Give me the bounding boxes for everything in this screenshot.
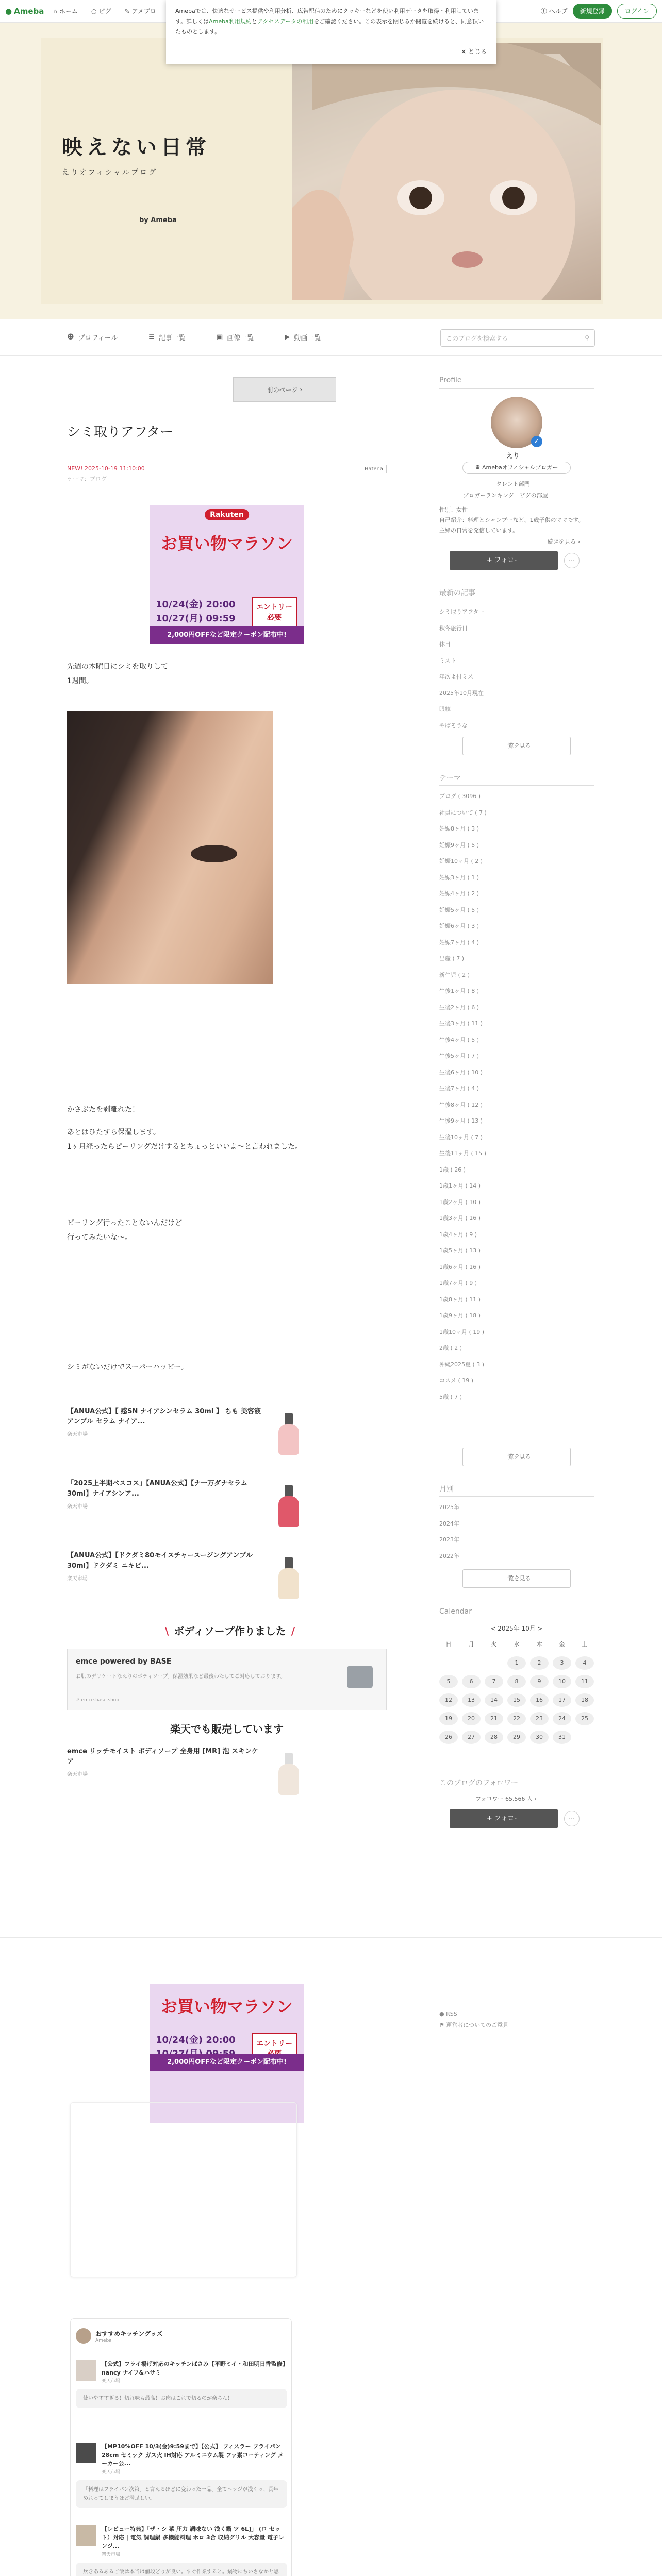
by-ameba: by Ameba xyxy=(139,216,177,224)
login-button[interactable]: ログイン xyxy=(617,4,657,19)
calendar-heading: Calendar xyxy=(439,1607,472,1616)
base-shop-card[interactable] xyxy=(67,1649,387,1710)
calendar-day xyxy=(462,1656,481,1670)
calendar-weekday: 木 xyxy=(536,1641,542,1648)
product-card[interactable] xyxy=(67,1747,309,1803)
product-card[interactable] xyxy=(67,1406,309,1463)
nav-images[interactable]: ▣ 画像一覧 xyxy=(216,333,254,342)
calendar-weekday: 月 xyxy=(468,1641,474,1648)
recent-more-button[interactable]: 一覧を見る xyxy=(462,737,571,755)
banner-main-text: お買い物マラソン xyxy=(160,1997,293,2016)
blog-subtitle: えりオフィシャルブログ xyxy=(62,168,158,177)
calendar-day[interactable]: 31 xyxy=(553,1731,571,1744)
kitchen-item-thumb xyxy=(76,2443,96,2463)
calendar-weekday: 日 xyxy=(445,1641,452,1648)
calendar-day[interactable]: 6 xyxy=(462,1675,481,1688)
list-item[interactable]: シミ取りアフター xyxy=(439,608,485,615)
theme-item[interactable]: 社員について ( 7 ) xyxy=(439,809,487,816)
nav-profile[interactable]: ☻ プロフィール xyxy=(67,333,118,342)
theme-item[interactable]: 2歳 ( 2 ) xyxy=(439,1345,462,1351)
prev-page-button[interactable]: 前のページ › xyxy=(233,377,336,402)
bottle-cap xyxy=(285,1557,293,1569)
bottle-shape xyxy=(278,1568,299,1599)
theme-item[interactable]: 1歳 ( 26 ) xyxy=(439,1166,466,1173)
crown-icon: ♛ xyxy=(475,464,481,471)
help-icon: ⓘ xyxy=(540,8,547,15)
article-theme[interactable]: テーマ：ブログ xyxy=(67,475,107,482)
list-item[interactable]: やばそうな xyxy=(439,722,468,729)
pigg-icon: ○ xyxy=(91,7,97,15)
base-desc: お肌のデリケートなえりのボディソープ。保湿効果など最後わたしてご対応しております。 xyxy=(76,1674,286,1680)
calendar-day[interactable]: 13 xyxy=(462,1693,481,1707)
top-right-actions xyxy=(541,4,657,19)
kitchen-item-thumb xyxy=(76,2525,96,2546)
calendar-day[interactable]: 3 xyxy=(553,1656,571,1670)
calendar-day[interactable]: 4 xyxy=(575,1656,594,1670)
calendar-day[interactable]: 22 xyxy=(507,1712,526,1725)
list-item[interactable]: 2022年 xyxy=(439,1552,459,1560)
article-title[interactable]: シミ取りアフター xyxy=(67,425,174,440)
calendar-day[interactable]: 11 xyxy=(575,1675,594,1688)
banner-entry-badge: エントリー xyxy=(252,2033,297,2065)
banner-entry-badge: エントリー 必要 xyxy=(252,597,297,629)
calendar-day[interactable]: 9 xyxy=(530,1675,549,1688)
calendar-day xyxy=(575,1731,594,1744)
theme-item[interactable]: 生後8ヶ月 ( 12 ) xyxy=(439,1101,483,1108)
cookie-close-button[interactable]: × とじる xyxy=(461,48,487,56)
theme-item[interactable]: 妊娠5ヶ月 ( 5 ) xyxy=(439,906,479,913)
theme-item[interactable]: 出産 ( 7 ) xyxy=(439,955,465,962)
pen-icon: ✎ xyxy=(124,7,130,15)
terms-link[interactable]: Ameba利用規約 xyxy=(209,18,252,25)
theme-item[interactable]: 生後1ヶ月 ( 8 ) xyxy=(439,988,479,994)
banner-coupon: 2,000円OFFなど限定クーポン配布中! xyxy=(150,2054,304,2071)
rss-icon: ● xyxy=(439,2011,444,2018)
help-link[interactable]: ⓘ ヘルプ xyxy=(540,8,568,15)
calendar-day[interactable]: 1 xyxy=(507,1656,526,1670)
list-item[interactable]: 眼鏡 xyxy=(439,706,451,713)
product-shop: 楽天市場 xyxy=(67,1432,88,1437)
calendar-day xyxy=(485,1656,503,1670)
bottle-cap xyxy=(285,1485,293,1497)
product-name[interactable]: 「2025上半期ベスコス」【ANUA公式】【ナ一万ダナセラム 30ml】ナイアシンア... xyxy=(67,1480,247,1498)
top-nav xyxy=(53,7,156,15)
calendar-title[interactable]: < 2025年 10月 > xyxy=(490,1625,543,1632)
theme-item[interactable]: 沖縄2025夏 ( 3 ) xyxy=(439,1361,485,1368)
theme-item[interactable]: 生後7ヶ月 ( 4 ) xyxy=(439,1085,479,1092)
calendar-day[interactable]: 12 xyxy=(439,1693,458,1707)
theme-item[interactable]: 1歳2ヶ月 ( 10 ) xyxy=(439,1198,481,1206)
kitchen-avatar xyxy=(76,2328,91,2344)
theme-item[interactable]: 1歳8ヶ月 ( 11 ) xyxy=(439,1296,481,1303)
calendar-day[interactable]: 23 xyxy=(530,1712,549,1725)
bottle-cap xyxy=(285,1753,293,1765)
product-name[interactable]: 【ANUA公式】【ドクダミ80モイスチャースージングアンプル 30ml】ドクダミ ニキビ... xyxy=(67,1552,253,1570)
theme-item[interactable]: 生後4ヶ月 ( 5 ) xyxy=(439,1036,479,1043)
rakuten-heading: 楽天でも販売しています xyxy=(170,1723,284,1735)
theme-item[interactable]: コスメ ( 19 ) xyxy=(439,1377,474,1384)
kitchen-item[interactable]: 【レビュー特典】「ザ・シ 菜 圧力 調味ない 浅く鍋 ツ 6L]」 (ロ セット）対応 | 電気 調理鍋 多機能料理 ホロ 3合 収納グリル 大容量 電子レンジ... 楽天市場 炊きあるあるご飯は本当は値段どりが良い。すぐ作業すると。鍋物にちいさなかと思 xyxy=(76,2525,287,2576)
calendar-day[interactable]: 28 xyxy=(485,1731,503,1744)
calendar-day xyxy=(439,1656,458,1670)
bottle-shape xyxy=(278,1496,299,1527)
nav-videos[interactable]: ▶ 動画一覧 xyxy=(285,333,321,342)
profile-heading: Profile xyxy=(439,376,462,384)
list-item[interactable]: 2025年10月現在 xyxy=(439,689,484,697)
calendar-weekday: 水 xyxy=(514,1641,520,1648)
video-icon: ▶ xyxy=(285,333,290,341)
product-shop: 楽天市場 xyxy=(67,1504,88,1510)
follower-heading: このブログのフォロワー xyxy=(439,1779,519,1787)
banner-main-text: お買い物マラソン xyxy=(160,534,293,553)
blog-title[interactable]: 映えない日常 xyxy=(62,135,210,159)
theme-item[interactable]: 1歳3ヶ月 ( 16 ) xyxy=(439,1215,481,1222)
flag-icon: ⚑ xyxy=(439,2021,444,2028)
product-info xyxy=(67,1479,263,1535)
feedback-link[interactable]: ⚑ 運営者についてのご意見 xyxy=(439,2021,509,2028)
calendar-weekday: 金 xyxy=(559,1641,565,1648)
theme-item[interactable]: 妊娠9ヶ月 ( 5 ) xyxy=(439,841,479,849)
theme-list xyxy=(439,788,594,1405)
calendar-grid xyxy=(439,1638,594,1744)
product-image[interactable] xyxy=(263,1406,309,1458)
calendar-day[interactable]: 14 xyxy=(485,1693,503,1707)
product-image[interactable] xyxy=(263,1479,309,1530)
search-icon[interactable]: ⚲ xyxy=(585,334,589,342)
theme-item[interactable]: 生後3ヶ月 ( 11 ) xyxy=(439,1020,483,1027)
theme-more-button[interactable]: 一覧を見る xyxy=(462,1448,571,1466)
theme-item[interactable]: ブログ ( 3096 ) xyxy=(439,793,481,800)
profile-ranking[interactable]: ブロガーランキング ピグの部屋 xyxy=(463,492,548,499)
theme-item[interactable]: 妊娠10ヶ月 ( 2 ) xyxy=(439,858,483,865)
list-item[interactable]: ミスト xyxy=(439,657,456,664)
theme-item[interactable]: 1歳6ヶ月 ( 16 ) xyxy=(439,1263,481,1270)
follow-button[interactable]: + フォロー xyxy=(450,551,558,570)
theme-item[interactable]: 妊娠8ヶ月 ( 3 ) xyxy=(439,825,479,832)
profile-more-link[interactable]: 続きを見る › xyxy=(548,538,580,545)
person-icon: ☻ xyxy=(67,333,74,341)
verified-icon: ✓ xyxy=(531,436,542,447)
calendar xyxy=(439,1624,594,1744)
article-meta xyxy=(67,464,145,484)
theme-heading: テーマ xyxy=(439,774,461,783)
base-url: ↗ emce.base.shop xyxy=(76,1698,119,1703)
product-info xyxy=(67,1551,263,1607)
ameba-logo[interactable]: ● Ameba xyxy=(5,6,44,16)
calendar-day[interactable]: 19 xyxy=(439,1712,458,1725)
list-item[interactable]: 2023年 xyxy=(439,1536,459,1543)
list-item[interactable]: 秋冬旅行日 xyxy=(439,624,468,632)
calendar-day[interactable]: 16 xyxy=(530,1693,549,1707)
follow-button-2[interactable]: + フォロー xyxy=(450,1809,558,1828)
kitchen-goods-card xyxy=(70,2318,292,2576)
calendar-day[interactable]: 17 xyxy=(553,1693,571,1707)
theme-item[interactable]: 新生児 ( 2 ) xyxy=(439,971,470,978)
product-card[interactable] xyxy=(67,1551,309,1607)
product-shop: 楽天市場 xyxy=(67,1576,88,1582)
theme-item[interactable]: 生後5ヶ月 ( 7 ) xyxy=(439,1053,479,1059)
theme-item[interactable]: 生後11ヶ月 ( 15 ) xyxy=(439,1150,487,1157)
header-photo-illustration xyxy=(292,43,601,300)
more-options-icon[interactable]: ⋯ xyxy=(564,553,580,568)
calendar-weekday: 土 xyxy=(582,1641,588,1648)
calendar-day[interactable]: 26 xyxy=(439,1731,458,1744)
top-nav-pigg[interactable]: ○ ピグ xyxy=(91,7,111,15)
calendar-day[interactable]: 8 xyxy=(507,1675,526,1688)
product-card[interactable] xyxy=(67,1479,309,1535)
calendar-day[interactable]: 27 xyxy=(462,1731,481,1744)
link-icon: ↗ xyxy=(76,1698,80,1703)
calendar-day[interactable]: 5 xyxy=(439,1675,458,1688)
product-image[interactable] xyxy=(263,1747,309,1798)
nav-entries[interactable]: ☰ 記事一覧 xyxy=(148,333,186,342)
kitchen-item[interactable]: 【公式】フライ揚げ対応のキッチンばさみ【平野ミイ・和田明日香監修】nancy ナイフ&ハサミ 楽天市場 使いやすすぎる！切れ味も最高！お肉はこれで切るのが楽ちん！ xyxy=(76,2360,287,2408)
home-icon: ⌂ xyxy=(53,7,57,15)
paragraph-2: かさぶたを剥離れた！ あとはひたすら保湿します。 1ヶ月経ったらピーリングだけするとちょっといいよ〜と言われました。 xyxy=(67,1106,303,1151)
paragraph-1: 先週の木曜日にシミを取りして 1週間。 xyxy=(67,663,168,685)
paragraph-4: シミがないだけでスーパーハッピー。 xyxy=(67,1363,188,1371)
product-image[interactable] xyxy=(263,1551,309,1602)
footer-side-links xyxy=(439,2009,508,2031)
list-icon: ☰ xyxy=(148,333,155,341)
calendar-day[interactable]: 21 xyxy=(485,1712,503,1725)
rakuten-logo: Rakuten xyxy=(205,509,249,520)
body-soap-heading: \ ボディソープ作りました / xyxy=(165,1625,295,1637)
ad-placeholder-card xyxy=(70,2102,297,2277)
theme-item[interactable]: 1歳7ヶ月 ( 9 ) xyxy=(439,1280,477,1286)
theme-item[interactable]: 生後9ヶ月 ( 13 ) xyxy=(439,1117,483,1124)
base-title[interactable]: emce powered by BASE xyxy=(76,1657,172,1666)
recent-list xyxy=(439,604,594,734)
theme-item[interactable]: 1歳10ヶ月 ( 19 ) xyxy=(439,1328,485,1335)
theme-item[interactable]: 1歳4ヶ月 ( 9 ) xyxy=(439,1231,477,1238)
theme-item[interactable]: 妊娠6ヶ月 ( 3 ) xyxy=(439,923,479,929)
access-data-link[interactable]: アクセスデータの利用 xyxy=(257,18,314,25)
theme-item[interactable]: 生後2ヶ月 ( 6 ) xyxy=(439,1004,479,1011)
calendar-day[interactable]: 24 xyxy=(553,1712,571,1725)
month-list xyxy=(439,1499,594,1564)
shop-bag-icon xyxy=(347,1666,373,1688)
rakuten-marathon-banner[interactable] xyxy=(150,505,304,644)
ameba-logo-icon: ● xyxy=(5,6,12,16)
theme-item[interactable]: 1歳5ヶ月 ( 13 ) xyxy=(439,1247,481,1254)
kitchen-item[interactable]: 【MP10%OFF 10/3(金)9:59まで】【公式】 フィスラー フライパン 28cm セミック ガス火 IH対応 アルミニウム製 フッ素コーティング メーカー公... 楽天市場 「料理はフライパン次第」と言えるほどに変わった一品。全てヘッジが浅くっ、長年めれってしまうほど満足しい。 xyxy=(76,2443,287,2508)
theme-item[interactable]: 妊娠3ヶ月 ( 1 ) xyxy=(439,874,479,881)
calendar-day[interactable]: 10 xyxy=(553,1675,571,1688)
signup-button[interactable]: 新規登録 xyxy=(573,4,612,19)
banner-dates: 10/24(金) 20:00 xyxy=(156,2035,236,2045)
theme-item[interactable]: 1歳9ヶ月 ( 18 ) xyxy=(439,1312,481,1319)
recent-heading: 最新の記事 xyxy=(439,589,475,597)
profile-category[interactable]: タレント部門 xyxy=(496,481,530,487)
theme-item[interactable]: 5歳 ( 7 ) xyxy=(439,1393,462,1400)
face-photo-eye xyxy=(191,845,237,862)
product-shop: 楽天市場 xyxy=(67,1772,88,1777)
list-item[interactable]: 休日 xyxy=(439,641,451,648)
official-badge[interactable]: ♛ Amebaオフィシャルブロガー xyxy=(462,462,571,474)
kitchen-heading: おすすめキッチングッズ Ameba xyxy=(76,2328,162,2344)
face-photo[interactable] xyxy=(67,711,273,984)
calendar-weekday: 火 xyxy=(491,1641,497,1648)
theme-item[interactable]: 生後6ヶ月 ( 10 ) xyxy=(439,1069,483,1076)
theme-item[interactable]: 1歳1ヶ月 ( 14 ) xyxy=(439,1182,481,1189)
blog-nav xyxy=(0,319,662,356)
product-name[interactable]: emce リッチモイスト ボディソープ 全身用 [MR] 泡 スキンケア xyxy=(67,1748,258,1766)
calendar-day[interactable]: 29 xyxy=(507,1731,526,1744)
article-date: NEW! 2025-10-19 11:10:00 xyxy=(67,465,145,472)
more-options-icon[interactable]: ⋯ xyxy=(564,1811,580,1826)
calendar-day[interactable]: 18 xyxy=(575,1693,594,1707)
header-baby-photo xyxy=(292,43,601,300)
follower-count[interactable]: フォロワー 65,566 人 › xyxy=(475,1795,537,1802)
profile-bio: 性別：女性 自己紹介：料理とシャンプーなど、1歳子供のママです。 主婦の日常を発信しています。 xyxy=(439,506,584,534)
product-name[interactable]: 【ANUA公式】【 感SN ナイアシンセラム 30ml 】 ちも 美容液 アンプル セラム ナイア... xyxy=(67,1408,261,1426)
theme-item[interactable]: 妊娠7ヶ月 ( 4 ) xyxy=(439,939,479,946)
list-item[interactable]: 年次よ付ミス xyxy=(439,673,473,680)
camera-icon: ▣ xyxy=(216,333,223,341)
hatena-share-button[interactable]: Hatena xyxy=(361,465,387,473)
calendar-day[interactable]: 2 xyxy=(530,1656,549,1670)
bottle-shape xyxy=(278,1764,299,1795)
calendar-day[interactable]: 25 xyxy=(575,1712,594,1725)
calendar-day[interactable]: 7 xyxy=(485,1675,503,1688)
paragraph-3: ピーリング行ったことないんだけど 行ってみたいな〜。 xyxy=(67,1219,183,1242)
top-nav-ameblo[interactable]: ✎ アメブロ xyxy=(124,7,156,15)
bottle-cap xyxy=(285,1413,293,1425)
profile-name[interactable]: えり xyxy=(506,452,520,460)
calendar-day[interactable]: 30 xyxy=(530,1731,549,1744)
list-item[interactable]: 2025年 xyxy=(439,1504,459,1511)
bottle-shape xyxy=(278,1424,299,1455)
month-more-button[interactable]: 一覧を見る xyxy=(462,1569,571,1588)
calendar-day[interactable]: 20 xyxy=(462,1712,481,1725)
cookie-notice: Amebaでは、快適なサービス提供や利用分析、広告配信のためにクッキーなどを使い利用データを取得・利用しています。詳しくはAmeba利用規約とアクセスデータの利用をご確認ください。この表示を閉じるか閲覧を続けると、同意頂いたものとします。 × とじる xyxy=(166,0,496,64)
product-info xyxy=(67,1406,263,1463)
theme-item[interactable]: 妊娠4ヶ月 ( 2 ) xyxy=(439,890,479,897)
theme-item[interactable]: 生後10ヶ月 ( 7 ) xyxy=(439,1133,483,1141)
blog-search-input[interactable]: このブログを検索する ⚲ xyxy=(440,329,595,347)
banner-dates: 10/24(金) 20:00 10/27(月) 09:59 xyxy=(156,599,236,624)
banner-coupon: 2,000円OFFなど限定クーポン配布中! xyxy=(150,626,304,644)
kitchen-item-thumb xyxy=(76,2360,96,2381)
calendar-day[interactable]: 15 xyxy=(507,1693,526,1707)
blog-header xyxy=(0,23,662,319)
product-info xyxy=(67,1747,263,1803)
list-item[interactable]: 2024年 xyxy=(439,1520,459,1527)
rss-link[interactable]: ● RSS xyxy=(439,2011,457,2018)
month-heading: 月別 xyxy=(439,1485,454,1494)
top-nav-home[interactable]: ⌂ ホーム xyxy=(53,7,78,15)
